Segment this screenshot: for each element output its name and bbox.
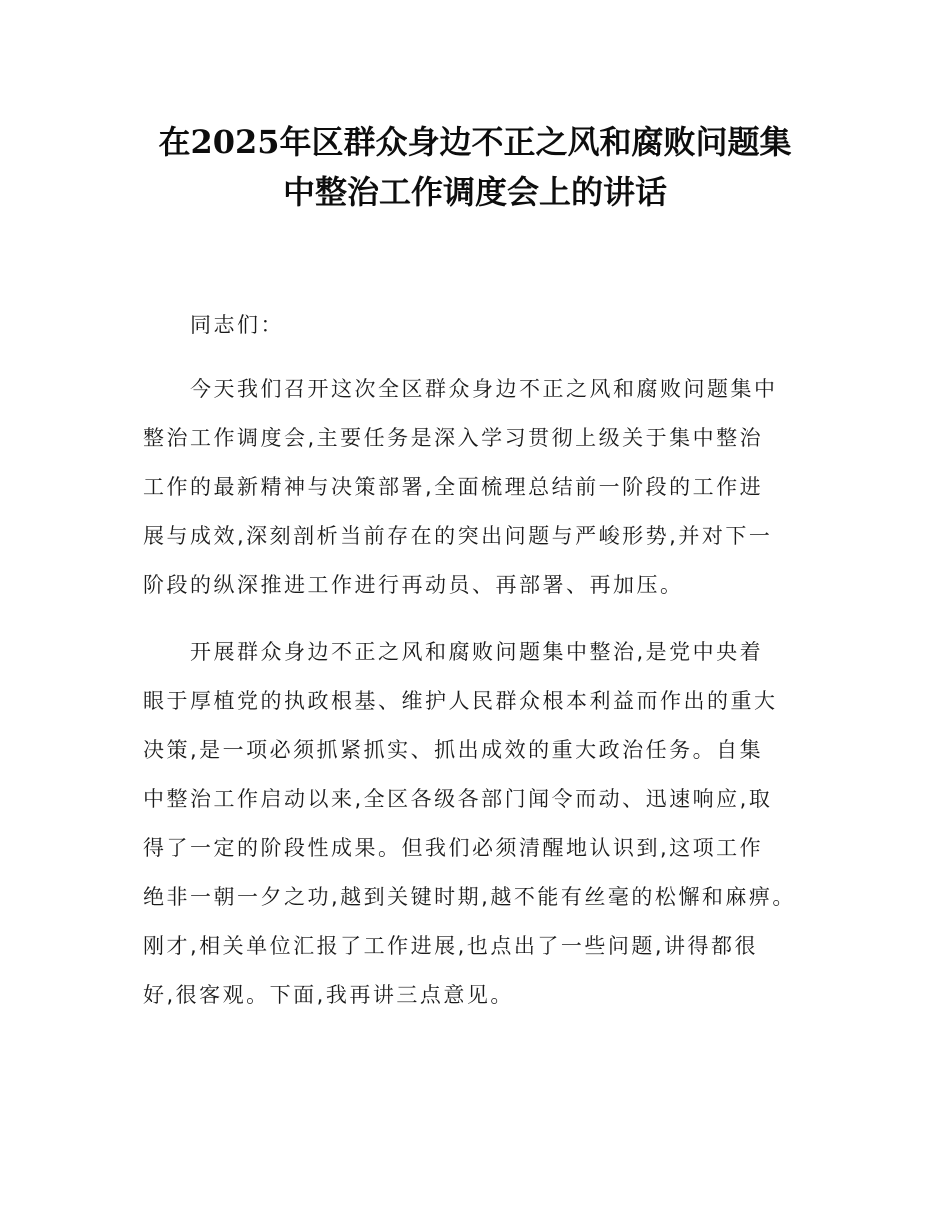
paragraph-line: 刚才,相关单位汇报了工作进展,也点出了一些问题,讲得都很: [143, 934, 759, 958]
paragraph-line: 决策,是一项必须抓紧抓实、抓出成效的重大政治任务。自集: [143, 738, 764, 762]
paragraph-line: 中整治工作启动以来,全区各级各部门闻令而动、迅速响应,取: [143, 787, 773, 811]
paragraph-line: 整治工作调度会,主要任务是深入学习贯彻上级关于集中整治: [143, 426, 764, 450]
paragraph-line: 好,很客观。下面,我再讲三点意见。: [143, 983, 514, 1007]
paragraph-line: 绝非一朝一夕之功,越到关键时期,越不能有丝毫的松懈和麻痹。: [143, 885, 796, 909]
paragraph-line: 今天我们召开这次全区群众身边不正之风和腐败问题集中: [190, 377, 778, 401]
salutation: 同志们：: [190, 313, 284, 337]
paragraph-line: 阶段的纵深推进工作进行再动员、再部署、再加压。: [143, 573, 684, 597]
title-line-1: 在2025年区群众身边不正之风和腐败问题集: [158, 123, 792, 161]
paragraph-line: 展与成效,深刻剖析当前存在的突出问题与严峻形势,并对下一: [143, 524, 773, 548]
title-line-2: 中整治工作调度会上的讲话: [282, 173, 667, 211]
paragraph-line: 眼于厚植党的执政根基、维护人民群众根本利益而作出的重大: [143, 689, 778, 713]
document-title: [100, 117, 850, 217]
paragraph-line: 工作的最新精神与决策部署,全面梳理总结前一阶段的工作进: [143, 475, 764, 499]
paragraph-line: 开展群众身边不正之风和腐败问题集中整治,是党中央着: [190, 640, 764, 664]
paragraph-line: 得了一定的阶段性成果。但我们必须清醒地认识到,这项工作: [143, 836, 764, 860]
